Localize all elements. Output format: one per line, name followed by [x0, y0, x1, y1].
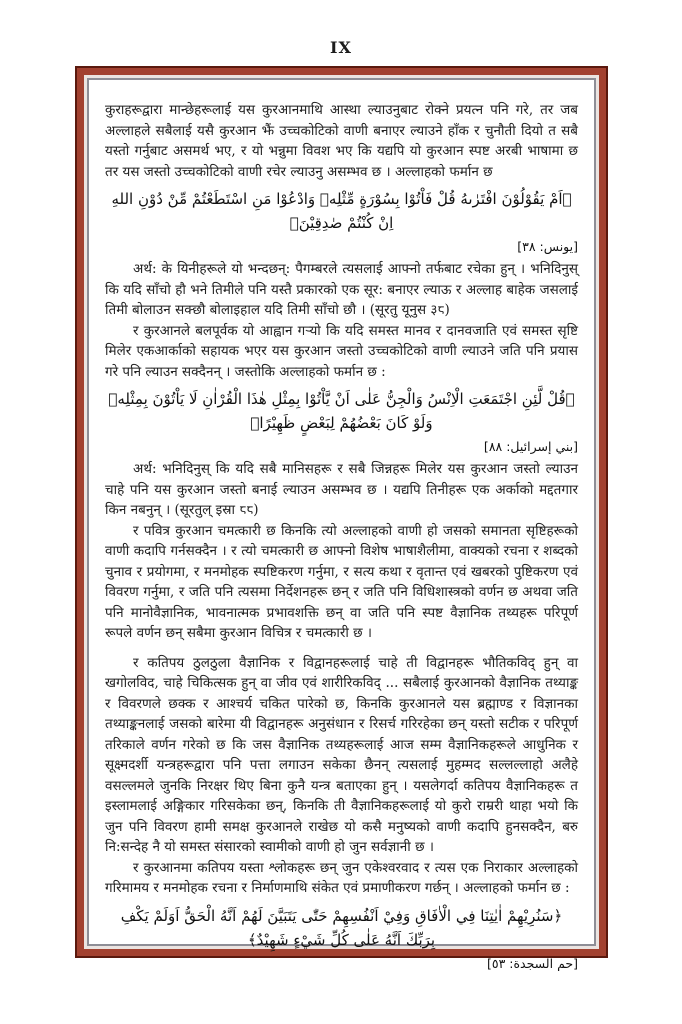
paragraph-miracle: र पवित्र कुरआन चमत्कारी छ किनकि त्यो अल्लाहको वाणी हो जसको समानता सृष्टिहरूको वाणी कदापि गर्नसक्दैन । र त्यो चमत्कारी छ आफ्नो विशेष भाषाशैलीमा, वाक्यको रचना र शब्दको चुनाव र प्रयोगमा, र मनमोहक स्पष्टिकरण गर्नुमा, र सत्य कथा र वृतान्त एवं खबरको पुष्टिकरण एवं विवरण गर्नुमा, र जति पनि त्यसमा निर्देशनहरू छन् र जति पनि विधिशास्त्रको वर्णन छ अथवा जति पनि मानोवैज्ञानिक, भावनात्मक प्रभावशक्ति छन् वा जति पनि स्पष्ट वैज्ञानिक तथ्यहरू परिपूर्ण रूपले वर्णन छन् सबैमा कुरआन विचित्र र चमत्कारी छ । [105, 522, 578, 641]
quran-verse-isra-88: ﴿قُلْ لَّئِنِ اجْتَمَعَتِ الْاِنْسُ وَالْجِنُّ عَلٰى اَنْ يَّاْتُوْا بِمِثْلِ هٰذَا الْقُرْاٰنِ لَا يَاْتُوْنَ بِمِثْلِهٖ وَلَوْ كَانَ بَعْضُهُمْ لِبَعْضٍ ظَهِيْرًا﴾ [108, 390, 575, 432]
page-content [89, 80, 594, 971]
paragraph-monotheism: र कुरआनमा कतिपय यस्ता श्लोकहरू छन् जुन एकेश्वरवाद र त्यस एक निराकार अल्लाहको गरिमामय र मनमोहक रचना र निर्माणमाथि संकेत एवं प्रमाणीकरण गर्छन् । अल्लाहको फर्मान छ : [105, 859, 578, 896]
frame-light-band [84, 75, 599, 971]
decorative-frame [75, 66, 608, 971]
paragraph-translation-isra: अर्थ: भनिदिनुस् कि यदि सबै मानिसहरू र सबै जिन्नहरू मिलेर यस कुरआन जस्तो ल्याउन चाहे पनि यस कुरआन जस्तो बनाई ल्याउन असम्भव छ । यद्यपि तिनीहरू एक अर्काको मद्दतगार किन नबनुन् । (सूरतुल् इस्रा ८८) [105, 461, 578, 518]
paragraph-scientists: र कतिपय ठुलठुला वैज्ञानिक र विद्वानहरूलाई चाहे ती विद्वानहरू भौतिकविद् हुन् वा खगोलविद, चाहे चिकित्सक हुन् वा जीव एवं शारीरिकविद् ... सबैलाई कुरआनको वैज्ञानिक तथ्याङ्क र विवरणले छक्क र आश्चर्य चकित पारेको छ, किनकि कुरआनले यस ब्रह्माण्ड र विज्ञानका तथ्याङ्कनलाई जसको बारेमा यी विद्वानहरू अनुसंधान र रिसर्च गरिरहेका छन् यस्तो सटीक र परिपूर्ण तरिकाले वर्णन गरेको छ कि जस वैज्ञानिक तथ्यहरूलाई आज सम्म वैज्ञानिकहरूले आधुनिक र सूक्ष्मदर्शी यन्त्रहरूद्वारा पनि पत्ता लगाउन सकेका छैनन् त्यसलाई मुहम्मद सल्लल्लाहो अलैहे वसल्लमले जुनकि निरक्षर थिए बिना कुनै यन्त्र बताएका हुन् । यसलेगर्दा कतिपय वैज्ञानिकहरू त इस्लामलाई अङ्गिकार गरिसकेका छन्, किनकि ती वैज्ञानिकहरूलाई यो कुरो राम्ररी थाहा भयो कि जुन पनि विवरण हामी समक्ष कुरआनले राखेछ यो कसै मनुष्यको वाणी कदापि हुनसक्दैन, बरु नि:सन्देह नै यो समस्त संसारको स्वामीको वाणी हो जुन सर्वज्ञानी छ । [105, 654, 578, 855]
quran-verse-sajdah-53: ﴿سَنُرِيْهِمْ اٰيٰتِنَا فِي الْاٰفَاقِ وَفِيْ اَنْفُسِهِمْ حَتّٰى يَتَبَيَّنَ لَهُمْ اَنَّهُ الْحَقُّ اَوَلَمْ يَكْفِ بِرَبِّكَ اَنَّهُ عَلٰى كُلِّ شَيْءٍ شَهِيْدٌ﴾ [120, 906, 563, 949]
quran-verse-yunus-38: ﴿اَمْ يَقُوْلُوْنَ افْتَرٰىهُ قُلْ فَاْتُوْا بِسُوْرَةٍ مِّثْلِهٖ وَادْعُوْا مَنِ اسْتَطَعْتُمْ مِّنْ دُوْنِ اللهِ اِنْ كُنْتُمْ صٰدِقِيْنَ﴾ [111, 190, 572, 232]
verse-reference-yunus-38: [يونس: ٣٨] [517, 239, 578, 254]
verse-reference-sajdah-53: [حم السجدة: ٥٣] [486, 955, 578, 971]
paragraph-challenge: र कुरआनले बलपूर्वक यो आह्वान गऱ्यो कि यदि समस्त मानव र दानवजाति एवं समस्त सृष्टि मिलेर एकआर्काको सहायक भएर यस कुरआन जस्तो उच्चकोटिको वाणी ल्याउने जति पनि प्रयास गरे पनि ल्याउन सक्दैनन् । जस्तोकि अल्लाहको फर्मान छ : [105, 322, 578, 380]
paragraph-intro: कुराहरूद्वारा मान्छेहरूलाई यस कुरआनमाथि आस्था ल्याउनुबाट रोक्ने प्रयत्न पनि गरे, तर जब अल्लाहले सबैलाई यसै कुरआन झैं उच्चकोटिको वाणी बनाएर ल्याउने हाँक र चुनौती दियो त सबै यस्तो गर्नुबाट असमर्थ भए, र यो भन्नुमा विवश भए कि यद्यपि यो कुरआन स्पष्ट अरबी भाषामा छ तर यस जस्तो उच्चकोटिको वाणी रचेर ल्याउनु असम्भव छ । अल्लाहको फर्मान छ [105, 102, 578, 180]
frame-inner-line [87, 78, 596, 971]
frame-red-band [77, 68, 606, 971]
verse-reference-isra-88: [بني إسرائيل: ٨٨] [483, 439, 578, 454]
paragraph-translation-yunus: अर्थ: के यिनीहरूले यो भन्दछन्: पैगम्बरले त्यसलाई आफ्नो तर्फबाट रचेका हुन् । भनिदिनुस् कि यदि साँचो हौ भने तिमीले पनि यस्तै प्रकारको एक सूर: बनाएर ल्याऊ र अल्लाह बाहेक जसलाई तिमी बोलाउन सक्छौ बोलाइहाल यदि तिमी साँचो छौ । (सूरतु यूनुस ३८) [105, 261, 578, 318]
page-number: IX [330, 38, 352, 57]
